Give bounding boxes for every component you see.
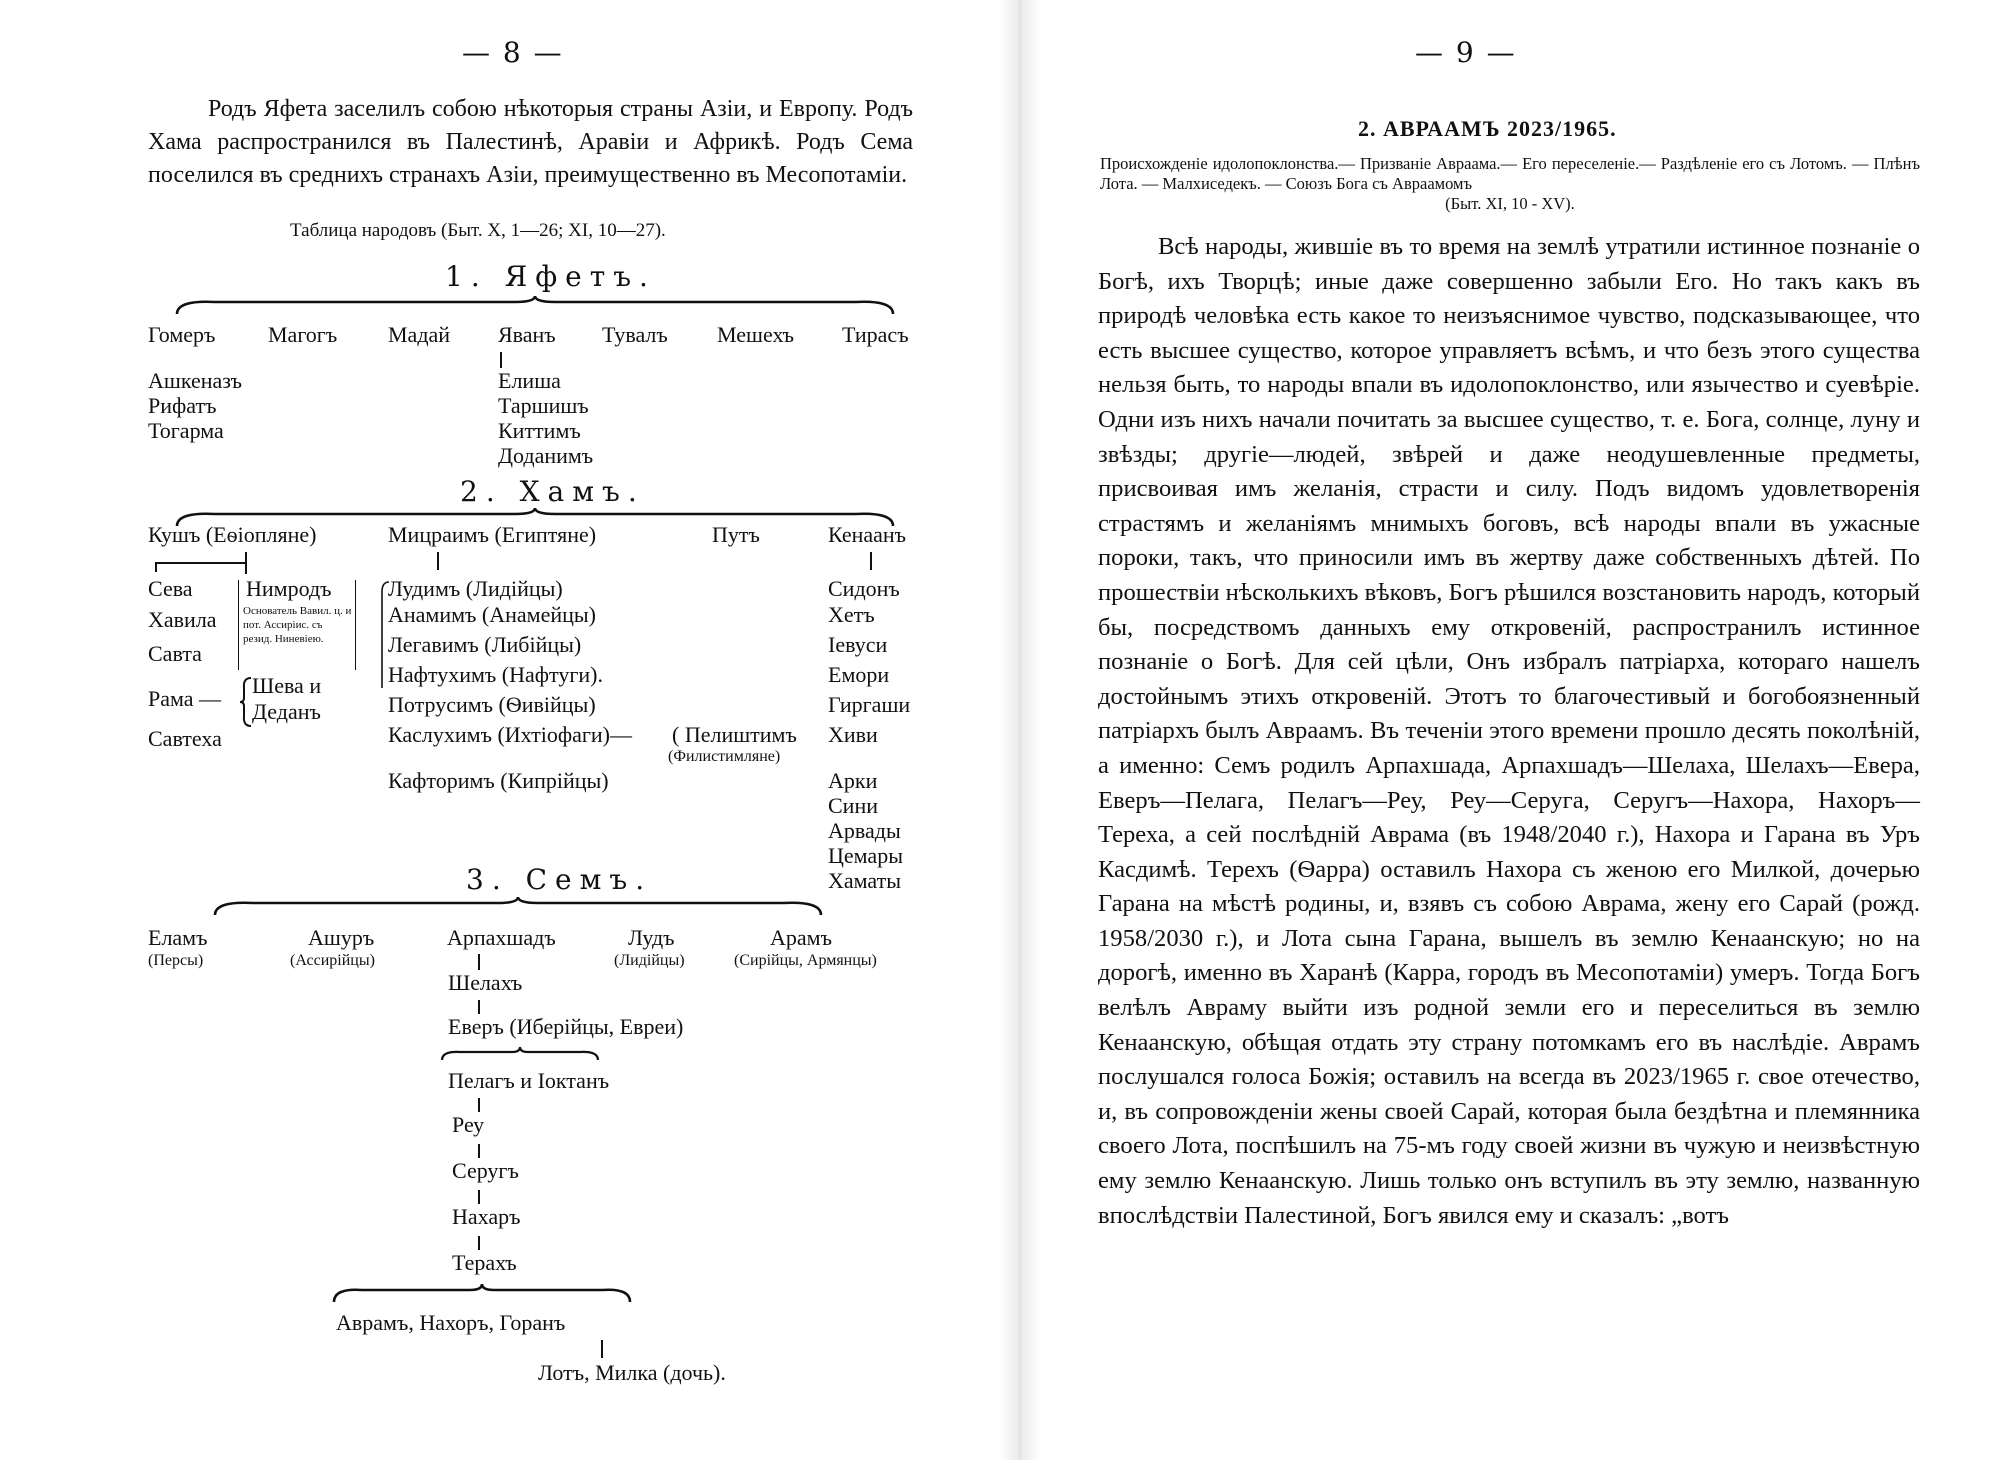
chapter-title: 2. АВРААМЪ 2023/1965.	[1358, 116, 1617, 141]
page-number: — 8 —	[462, 36, 564, 69]
connector-line	[478, 954, 480, 970]
mizraim-son: Кафторимъ (Кипрійцы)	[388, 768, 609, 793]
intro-text: Родъ Яфета заселилъ собою нѣкоторыя страны Азіи, и Европу. Родъ Хама распространился въ Палестинѣ, Аравіи и Африкѣ. Родъ Сема поселился въ среднихъ странахъ Азіи, преимущественно въ Месопотаміи.	[148, 96, 913, 188]
cush-son: Хавила	[148, 607, 217, 632]
canaan-son: Сидонъ	[828, 576, 900, 601]
connector-line	[478, 1000, 480, 1014]
haran-children: Лотъ, Милка (дочь).	[538, 1360, 726, 1385]
descendant: Еверъ (Иберійцы, Евреи)	[448, 1014, 684, 1039]
cush-son: Сева	[148, 576, 193, 601]
canaan-son: Хиви	[828, 722, 878, 747]
ham-son: Кушъ (Еѳіопляне)	[148, 522, 317, 547]
shem-son: Арамъ	[770, 925, 832, 950]
philistines: ( Пелиштимъ	[672, 722, 797, 747]
mizraim-son: Легавимъ (Либійцы)	[388, 632, 582, 657]
shem-son-note: (Ассирійцы)	[290, 952, 375, 969]
canaan-son: Сини	[828, 793, 878, 818]
cush-bracket-tick	[155, 562, 157, 572]
connector-line	[437, 552, 439, 570]
canaan-son: Емори	[828, 662, 890, 687]
canaan-son: Гиргаши	[828, 692, 911, 717]
mizraim-son: Каслухимъ (Ихтіофаги)—	[388, 722, 632, 747]
connector-line	[500, 352, 502, 368]
connector-line	[870, 552, 872, 570]
summary-text: Происхожденіе идолопоклонства.— Призваніе Авраама.— Его переселеніе.— Раздѣленіе его съ Лотомъ. — Плѣнъ Лота. — Малхиседекъ. — Союзъ Бога съ Авраамомъ	[1100, 154, 1920, 193]
javan-son: Доданимъ	[498, 443, 594, 468]
terah-sons: Аврамъ, Нахоръ, Горанъ	[336, 1310, 566, 1335]
connector-line	[478, 1236, 480, 1250]
japheth-son: Мешехъ	[717, 322, 794, 347]
cush-bracket-tick	[245, 552, 247, 574]
mizraim-son: Нафтухимъ (Нафтуги).	[388, 662, 603, 687]
brace-eber	[440, 1046, 600, 1062]
canaan-son: Арки	[828, 768, 878, 793]
brace-terah	[332, 1282, 632, 1304]
japheth-son: Тувалъ	[602, 322, 668, 347]
javan-son: Киттимъ	[498, 418, 581, 443]
japheth-son: Яванъ	[498, 322, 556, 347]
descendant: Пелагъ и Іоктанъ	[448, 1068, 610, 1093]
shem-son: Лудъ	[628, 925, 675, 950]
mizraim-son: Анамимъ (Анамейцы)	[388, 602, 597, 627]
descendant: Нахаръ	[452, 1204, 521, 1229]
nimrod-name: Нимродъ	[246, 576, 332, 601]
connector-line	[478, 1190, 480, 1204]
brace-shem	[213, 895, 823, 917]
shem-son: Ашуръ	[308, 925, 375, 950]
mizraim-son: Потрусимъ (Ѳивійцы)	[388, 692, 596, 717]
summary-reference: (Быт. XI, 10 - XV).	[1445, 194, 1575, 213]
descendant: Серугъ	[452, 1158, 519, 1183]
ham-son: Мицраимъ (Египтяне)	[388, 522, 597, 547]
shem-son: Еламъ	[148, 925, 208, 950]
japheth-son: Магогъ	[268, 322, 338, 347]
page-number: — 9 —	[1415, 36, 1517, 69]
canaan-son: Арвады	[828, 818, 901, 843]
canaan-son: Іевуси	[828, 632, 888, 657]
connector-line	[478, 1144, 480, 1158]
brace-rama	[240, 676, 252, 728]
gomer-son: Тогарма	[148, 418, 224, 443]
section-title-ham: 2. Хамъ.	[460, 475, 645, 508]
japheth-son: Гомеръ	[148, 322, 216, 347]
ham-son: Кенаанъ	[828, 522, 907, 547]
rama-son: Шева и	[252, 673, 322, 698]
book-gutter	[1000, 0, 1040, 1460]
intro-paragraph	[148, 93, 913, 192]
shem-son-note: (Лидійцы)	[614, 952, 685, 969]
connector-line	[601, 1340, 603, 1358]
table-caption: Таблица народовъ (Быт. X, 1—26; XI, 10—27).	[290, 220, 666, 241]
right-page	[1040, 0, 2000, 1460]
canaan-son: Хетъ	[828, 602, 875, 627]
rama-son: Деданъ	[252, 699, 321, 724]
mizraim-son: Лудимъ (Лидійцы)	[388, 576, 563, 601]
descendant: Терахъ	[452, 1250, 517, 1275]
shem-son: Арпахшадъ	[447, 925, 556, 950]
javan-son: Таршишъ	[498, 393, 589, 418]
brace-japheth	[175, 294, 895, 316]
section-title-shem: 3. Семъ.	[466, 863, 653, 896]
canaan-son: Цемары	[828, 843, 903, 868]
japheth-son: Тирасъ	[842, 322, 909, 347]
cush-son: Рама —	[148, 686, 222, 711]
body-text: Всѣ народы, жившіе въ то время на землѣ утратили истинное познаніе о Богѣ, ихъ Творцѣ; иные даже совершенно забыли Его. Но такъ какъ въ природѣ человѣка есть какое то неизъяснимое чувство, подсказывающее, что есть высшее существо, которое управляетъ всѣмъ, и что безъ этого существа нельзя быть, то народы впали въ идолопоклонство, или язычество и суевѣріе. Одни изъ нихъ начали почитать за высшее существо, т. е. Бога, солнце, луну и звѣзды; другіе—людей, звѣрей и даже неодушевленные предметы, присвоивая имъ желанія, страсти и силу. Подъ видомъ удовлетворенія страстямъ и желаніямъ мнимыхъ боговъ, всѣ народы впали въ ужасные пороки, такъ, что приносили имъ въ жертву даже собственныхъ дѣтей. По прошествіи нѣсколькихъ вѣковъ, Богъ рѣшился возстановить народъ, который бы, посредствомъ данныхъ ему откровеній, распространилъ истинное познаніе о Богѣ. Для сей цѣли, Онъ избралъ патріарха, котораго нашелъ достойнымъ этихъ откровеній. Этотъ то благочестивый и богобоязненный патріархъ былъ Авраамъ. Въ теченіи этого времени прошло десять поколѣній, а именно: Семъ родилъ Арпахшада, Арпахшадъ—Шелаха, Шелахъ—Евера, Еверъ—Пелага, Пелагъ—Реу, Реу—Серуга, Серугъ—Нахора, Нахоръ—Тереха, а сей послѣдній Аврама (въ 1948/2040 г.), Нахора и Гарана въ Уръ Касдимѣ. Терехъ (Ѳарра) оставилъ Нахора съ женою его Милкой, дочерью Гарана на мѣстѣ родины, и, взявъ съ собою Аврама, жену его Сарай (рожд. 1958/2030 г.), и Лота сына Гарана, вышелъ въ землю Кенаанскую; но на дорогѣ, именно въ Харанѣ (Карра, городъ въ Месопотаміи) умеръ. Тогда Богъ велѣлъ Авраму выйти изъ родной земли его и переселиться въ землю Кенаанскую, обѣщая отдать эту страну потомкамъ его въ наслѣдіе. Аврамъ послушался голоса Божія; оставилъ на всегда въ 2023/1965 г. свое отечество, и, въ сопровожденіи жены своей Сарай, которая была бездѣтна и племянника своего Лота, поспѣшилъ на 75-мъ году своей жизни въ чужую и неизвѣстную ему землю Кенаанскую. Лишь только онъ вступилъ въ эту землю, названную впослѣдствіи Палестиной, Богъ явился ему и сказалъ: „вотъ	[1098, 233, 1920, 1229]
cush-son: Савтеха	[148, 726, 222, 751]
descendant: Шелахъ	[448, 970, 523, 995]
gomer-son: Рифатъ	[148, 393, 217, 418]
section-title-japheth: 1. Яфетъ.	[445, 260, 656, 293]
cush-bracket	[155, 562, 247, 564]
javan-son: Елиша	[498, 368, 561, 393]
ham-son: Путъ	[712, 522, 760, 547]
japheth-son: Мадай	[388, 322, 451, 347]
cush-son: Савта	[148, 641, 202, 666]
gomer-son: Ашкеназъ	[148, 368, 242, 393]
canaan-son: Хаматы	[828, 868, 902, 893]
chapter-summary	[1100, 154, 1920, 214]
connector-line	[478, 1098, 480, 1112]
philistines-note: (Филистимляне)	[668, 748, 781, 765]
descendant: Реу	[452, 1112, 485, 1137]
bracket-mizraim	[380, 582, 390, 690]
nimrod-note: Основатель Вавил. ц. и пот. Ассиріис. съ резид. Ниневіею.	[243, 605, 352, 645]
shem-son-note: (Сирійцы, Армянцы)	[734, 952, 877, 969]
shem-son-note: (Персы)	[148, 952, 204, 969]
body-paragraph	[1098, 230, 1920, 1233]
